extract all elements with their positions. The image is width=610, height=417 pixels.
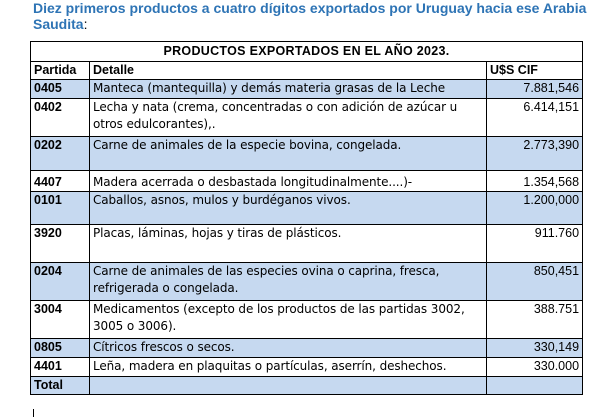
row-value: 850,451 — [487, 263, 583, 301]
table-row — [31, 137, 583, 171]
row-value: 330.000 — [487, 358, 583, 377]
heading-colon: : — [83, 16, 88, 32]
table-header-row — [31, 62, 583, 80]
document-heading — [33, 0, 593, 32]
table-title-row — [31, 42, 583, 62]
table-row — [31, 171, 583, 192]
row-code: 0101 — [31, 192, 90, 225]
row-code: 0204 — [31, 263, 90, 301]
total-label: Total — [31, 377, 90, 395]
table-row — [31, 263, 583, 301]
total-value — [487, 377, 583, 395]
row-code: 0202 — [31, 137, 90, 171]
row-detail: Lecha y nata (crema, concentradas o con adición de azúcar u otros edulcorantes),. — [90, 99, 487, 137]
row-code: 0402 — [31, 99, 90, 137]
row-value: 388.751 — [487, 301, 583, 339]
row-code: 0805 — [31, 339, 90, 358]
row-detail: Carne de animales de la especie bovina, congelada. — [90, 137, 487, 171]
products-table — [30, 41, 583, 395]
table-row — [31, 358, 583, 377]
row-detail: Manteca (mantequilla) y demás materia grasas de la Leche — [90, 80, 487, 99]
row-detail: Cítricos frescos o secos. — [90, 339, 487, 358]
row-value: 7.881,546 — [487, 80, 583, 99]
row-detail: Caballos, asnos, mulos y burdéganos vivos. — [90, 192, 487, 225]
column-header-partida: Partida — [31, 62, 90, 80]
table-row — [31, 225, 583, 263]
column-header-detalle: Detalle — [90, 62, 487, 80]
total-detail — [90, 377, 487, 395]
row-detail: Medicamentos (excepto de los productos de las partidas 3002, 3005 o 3006). — [90, 301, 487, 339]
row-code: 4401 — [31, 358, 90, 377]
row-code: 3920 — [31, 225, 90, 263]
table-row — [31, 339, 583, 358]
text-cursor-mark — [33, 409, 34, 417]
row-value: 911.760 — [487, 225, 583, 263]
table-total-row — [31, 377, 583, 395]
column-header-valor: U$S CIF — [487, 62, 583, 80]
row-detail: Placas, láminas, hojas y tiras de plásticos. — [90, 225, 487, 263]
row-value: 330,149 — [487, 339, 583, 358]
row-value: 1.354,568 — [487, 171, 583, 192]
row-detail: Carne de animales de las especies ovina o caprina, fresca, refrigerada o congelada. — [90, 263, 487, 301]
table-row — [31, 80, 583, 99]
row-detail: Leña, madera en plaquitas o partículas, aserrín, deshechos. — [90, 358, 487, 377]
table-row — [31, 301, 583, 339]
table-row — [31, 99, 583, 137]
heading-text: Diez primeros productos a cuatro dígitos exportados por Uruguay hacia ese Arabia Saudita — [33, 0, 587, 32]
row-value: 1.200,000 — [487, 192, 583, 225]
row-code: 0405 — [31, 80, 90, 99]
row-code: 3004 — [31, 301, 90, 339]
row-code: 4407 — [31, 171, 90, 192]
row-value: 6.414,151 — [487, 99, 583, 137]
row-detail: Madera acerrada o desbastada longitudinalmente....)- — [90, 171, 487, 192]
table-title: PRODUCTOS EXPORTADOS EN EL AÑO 2023. — [31, 42, 583, 62]
row-value: 2.773,390 — [487, 137, 583, 171]
table-row — [31, 192, 583, 225]
